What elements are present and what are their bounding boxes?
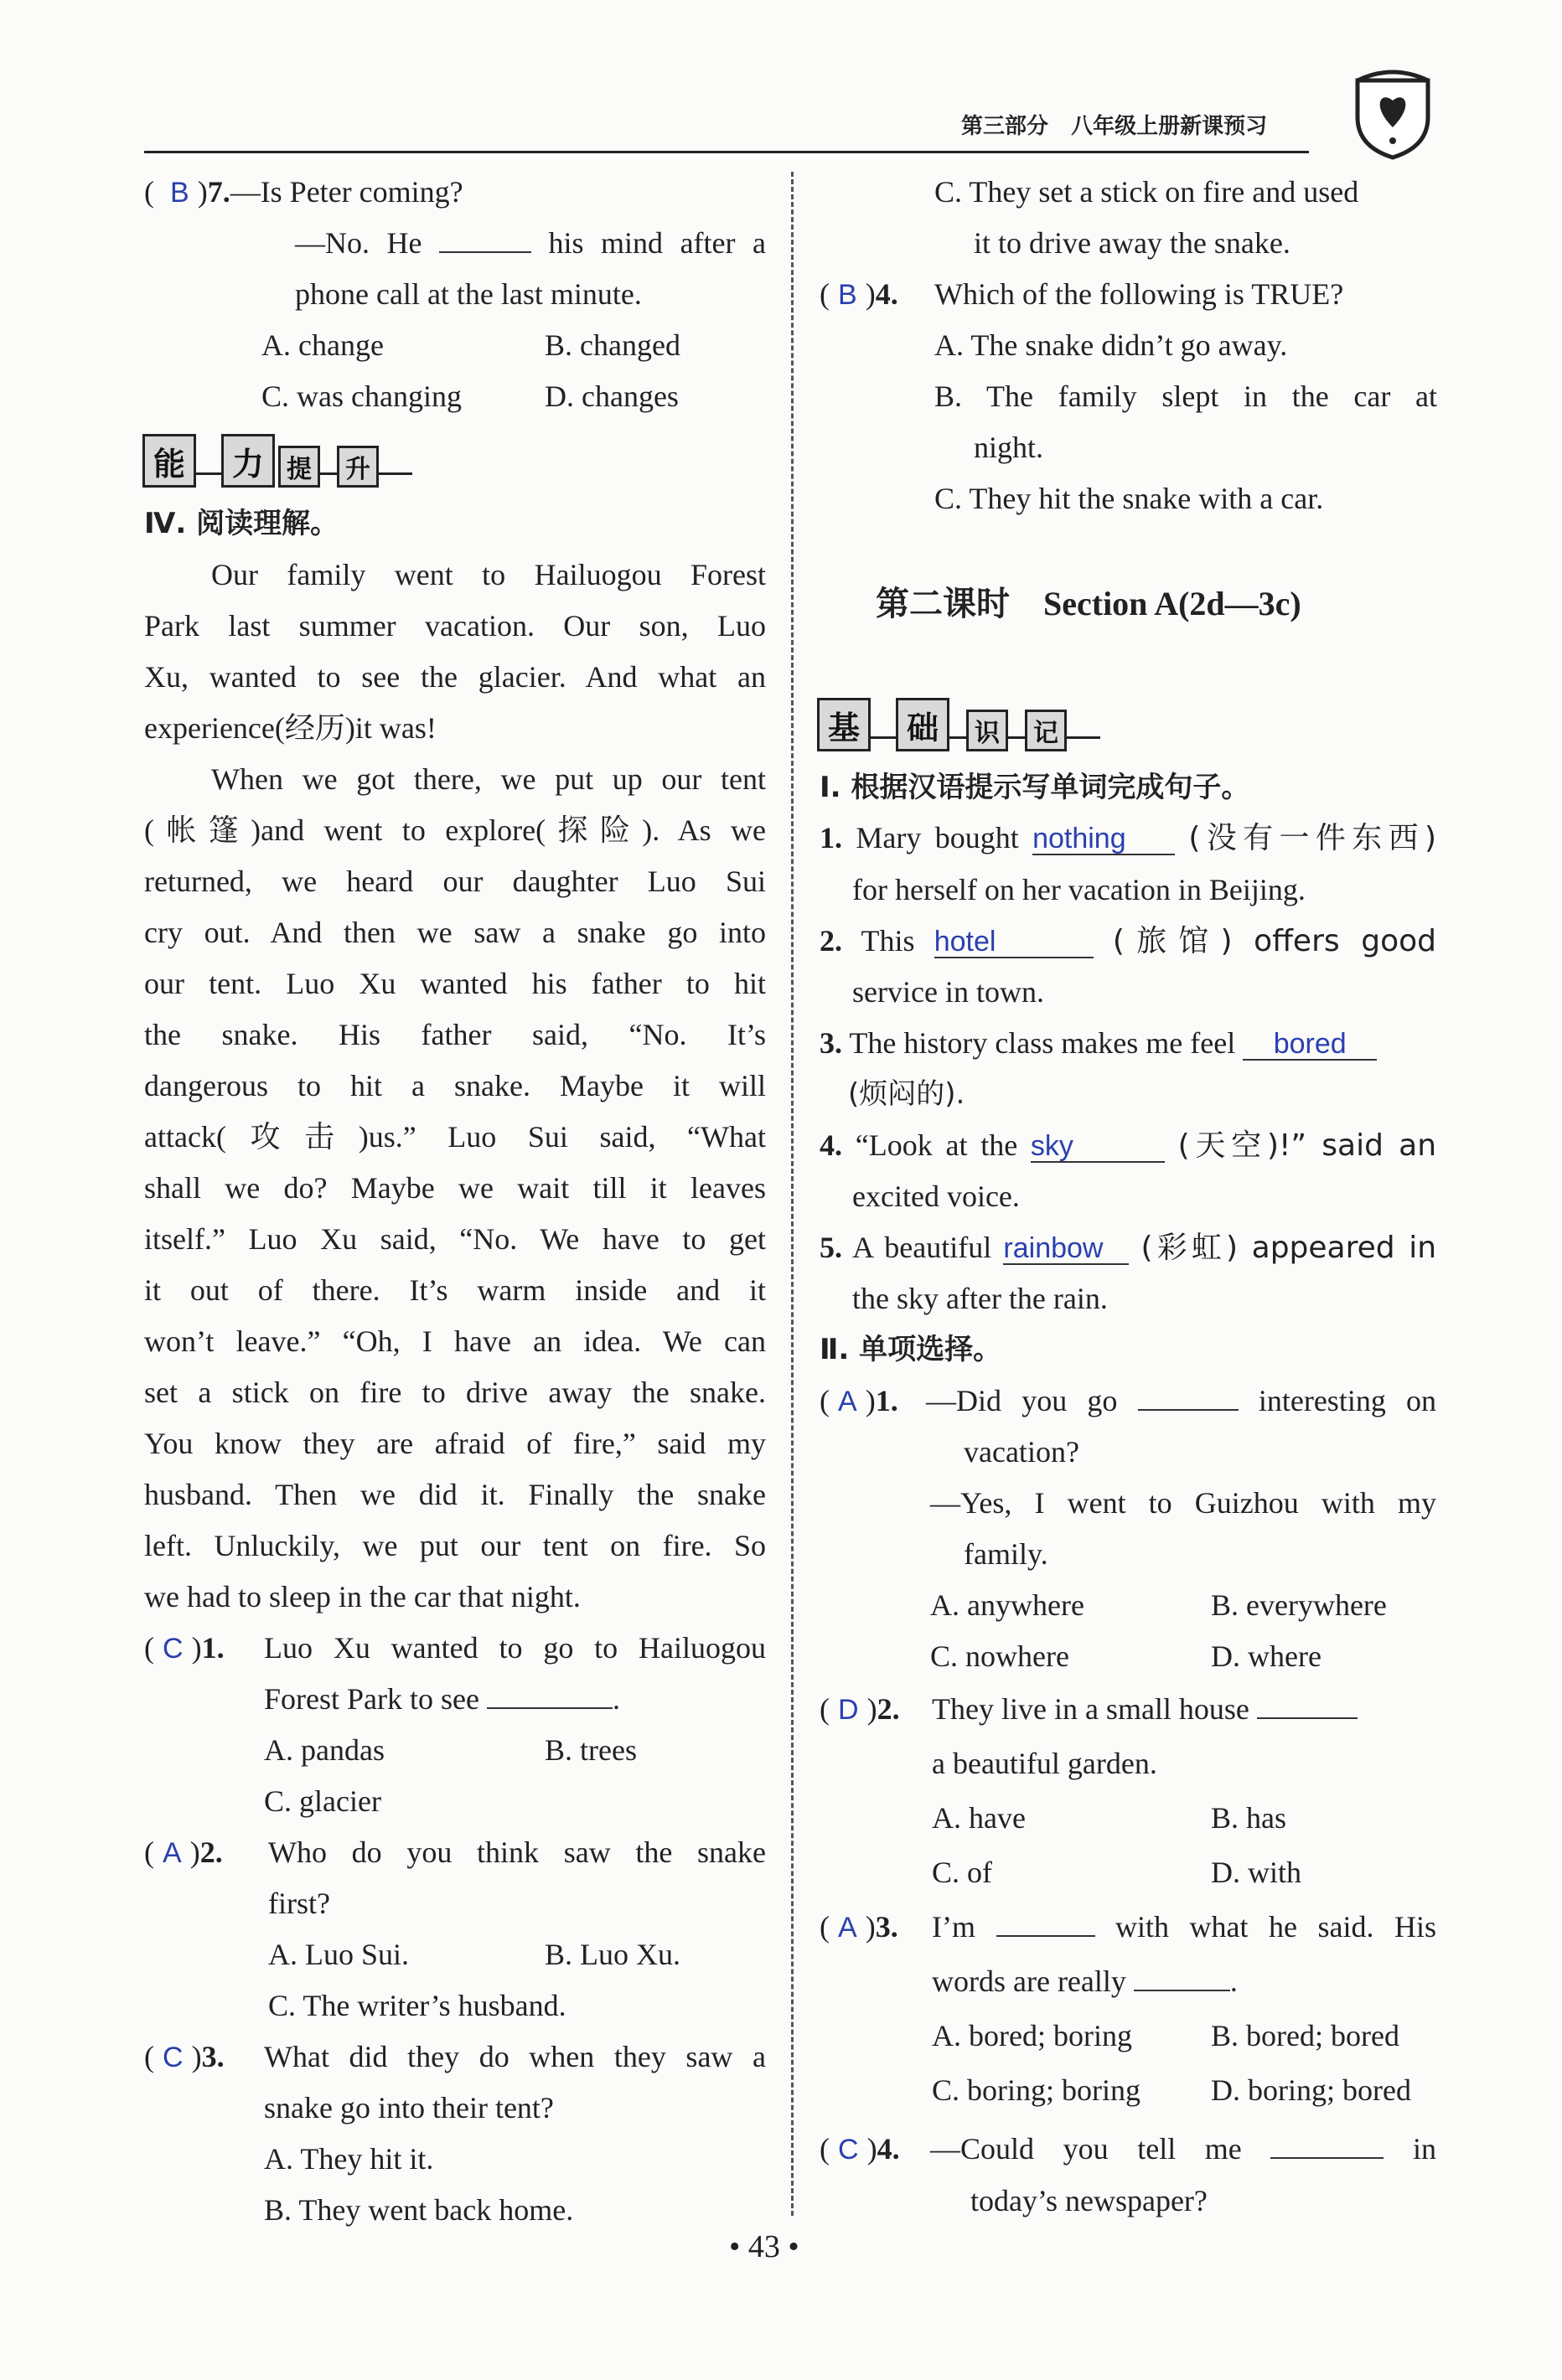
choice-q1-line3: —Yes, I went to Guizhou with my [930,1486,1436,1520]
fill-item-5-line2: the sky after the rain. [852,1282,1108,1315]
passage-line: returned, we heard our daughter Luo Sui [144,865,766,898]
reading-q4-option-b: B. The family slept in the car at [934,379,1437,413]
choice-q2: ( D )2. [820,1692,900,1726]
reading-q4-option-a: A. The snake didn’t go away. [934,328,1288,362]
section-heading-fill: Ⅰ. 根据汉语提示写单词完成句子。 [820,771,1250,804]
q7-option-b: B. changed [545,328,680,362]
reading-q1-option-c: C. glacier [264,1784,381,1818]
reading-q2-option-b: B. Luo Xu. [545,1938,680,1971]
header-book: 八年级上册新课预习 [1071,114,1268,139]
passage-line: the snake. His father said, “No. It’s [144,1018,766,1051]
passage-line: When we got there, we put up our tent [211,762,766,796]
passage-line: we had to sleep in the car that night. [144,1580,581,1613]
choice-q1-option-b: B. everywhere [1211,1588,1387,1622]
reading-q1-option-a: A. pandas [264,1733,385,1767]
reading-q4: ( B )4. [820,277,898,311]
answer-blank [1138,1382,1239,1411]
reading-q3-option-c: C. They set a stick on fire and used [934,175,1359,209]
fill-item-2-line2: service in town. [852,975,1044,1009]
school-emblem-icon [1351,67,1435,161]
passage-line: (帐篷)and went to explore(探险). As we [144,813,766,847]
answer-blank [1270,2130,1384,2159]
passage-line: You know they are afraid of fire,” said my [144,1427,766,1460]
passage-line: Our family went to Hailuogou Forest [211,558,766,591]
reading-q3: ( C )3. [144,2040,225,2073]
passage-line: itself.” Luo Xu said, “No. We have to get [144,1222,766,1256]
choice-q1-line4: family. [964,1537,1048,1571]
choice-q2-line1: They live in a small house [932,1691,1358,1727]
reading-q3-option-c-cont: it to drive away the snake. [974,226,1290,260]
choice-q3-option-a: A. bored; boring [932,2019,1132,2052]
section-heading-reading: Ⅳ. 阅读理解。 [144,507,339,540]
reading-q2-option-a: A. Luo Sui. [268,1938,410,1971]
lesson-title: 第二课时 Section A(2d—3c) [876,585,1301,622]
fill-item-1-line2: for herself on her vacation in Beijing. [852,873,1306,906]
reading-q4-option-c: C. They hit the snake with a car. [934,482,1324,515]
choice-q2-option-a: A. have [932,1801,1026,1835]
reading-q3-line1: What did they do when they saw a [264,2040,766,2073]
choice-q1-line2: vacation? [964,1435,1079,1469]
choice-q3-option-c: C. boring; boring [932,2073,1140,2107]
q7-line3: phone call at the last minute. [295,277,642,311]
answer-mark: C [838,2134,859,2166]
passage-line: Xu, wanted to see the glacier. And what an [144,660,766,694]
choice-q3-option-d: D. boring; bored [1211,2073,1411,2107]
passage-line: cry out. And then we saw a snake go into [144,916,766,949]
reading-q1: ( C )1. [144,1631,225,1665]
answer-mark: C [163,2042,184,2073]
reading-q2-line2: first? [268,1887,330,1920]
answer-blank [1257,1691,1358,1719]
choice-q3-line1: I’m with what he said. His [932,1910,1437,1944]
reading-q1-line1: Luo Xu wanted to go to Hailuogou [264,1631,766,1665]
reading-q1-line2: Forest Park to see . [264,1682,620,1716]
header-rule [144,151,1309,153]
passage-line: attack(攻击)us.” Luo Sui said, “What [144,1120,766,1154]
section-banner-basics: 基 础 识 记 [817,695,1100,754]
passage-line: set a stick on fire to drive away the snake. [144,1376,766,1409]
choice-q2-option-b: B. has [1211,1801,1286,1835]
choice-q4-line1: —Could you tell me in [930,2132,1437,2166]
section-heading-choice: Ⅱ. 单项选择。 [820,1333,1002,1366]
fill-item-1: 1. Mary bought nothing (没有一件东西) [820,821,1437,855]
answer-blank: bored [1243,1029,1377,1061]
choice-q1-option-c: C. nowhere [930,1639,1069,1673]
fill-item-4-line2: excited voice. [852,1180,1020,1213]
answer-blank: nothing [1032,823,1175,855]
passage-line: dangerous to hit a snake. Maybe it will [144,1069,766,1102]
fill-item-4: 4. “Look at the sky (天空)!” said an [820,1128,1437,1163]
choice-q1-option-d: D. where [1211,1639,1321,1673]
answer-blank: rainbow [1003,1233,1129,1265]
reading-q3-option-b: B. They went back home. [264,2193,574,2227]
header-title [961,109,1267,140]
choice-q1-line1: —Did you go interesting on [926,1384,1437,1417]
answer-blank [996,1908,1095,1937]
reading-q2-option-c: C. The writer’s husband. [268,1989,566,2022]
section-banner-ability: 能 力 提 升 [142,431,412,490]
choice-q4-line2: today’s newspaper? [970,2184,1208,2217]
answer-mark: A [163,1837,182,1869]
choice-q2-line2: a beautiful garden. [932,1747,1157,1780]
choice-q3-line2: words are really . [932,1964,1238,1998]
answer-blank [487,1680,613,1709]
passage-line: shall we do? Maybe we wait till it leaves [144,1171,766,1205]
passage-line: husband. Then we did it. Finally the snake [144,1478,766,1511]
column-divider [791,172,794,2216]
reading-q3-line2: snake go into their tent? [264,2091,554,2124]
q7-option-a: A. change [261,328,384,362]
reading-q3-option-a: A. They hit it. [264,2142,434,2176]
answer-mark: B [838,279,857,311]
reading-q2: ( A )2. [144,1835,223,1869]
fill-item-3: 3. The history class makes me feel bored [820,1025,1377,1061]
fill-item-3-line2: (烦闷的). [848,1077,965,1111]
page-header [144,101,1433,159]
fill-item-5: 5. A beautiful rainbow (彩虹) appeared in [820,1231,1437,1265]
q7-option-c: C. was changing [261,379,462,413]
answer-blank: sky [1031,1131,1165,1163]
choice-q4: ( C )4. [820,2132,900,2166]
choice-q2-option-d: D. with [1211,1856,1301,1889]
fill-item-2: 2. This hotel (旅馆) offers good [820,924,1437,958]
passage-line: won’t leave.” “Oh, I have an idea. We can [144,1324,766,1358]
reading-q2-line1: Who do you think saw the snake [268,1835,766,1869]
reading-q4-line1: Which of the following is TRUE? [934,277,1344,311]
choice-q2-option-c: C. of [932,1856,992,1889]
page-number: • 43 • [729,2229,799,2264]
answer-blank: hotel [934,927,1094,958]
answer-mark: D [838,1694,859,1726]
q7-option-d: D. changes [545,379,679,413]
answer-blank [1134,1963,1230,1991]
answer-mark: A [838,1386,857,1417]
passage-line: our tent. Luo Xu wanted his father to hit [144,967,766,1000]
passage-line: Park last summer vacation. Our son, Luo [144,609,766,643]
passage-line: left. Unluckily, we put our tent on fire. So [144,1529,766,1562]
answer-mark: B [170,177,189,209]
reading-q4-option-b-cont: night. [974,431,1044,464]
answer-mark: A [838,1912,857,1944]
reading-q1-option-b: B. trees [545,1733,637,1767]
q7-line2: —No. He his mind after a [295,226,766,260]
choice-q3-option-b: B. bored; bored [1211,2019,1399,2052]
answer-mark: C [163,1633,184,1665]
choice-q3: ( A )3. [820,1910,898,1944]
q7-stem-line: ( B )7.—Is Peter coming? [144,175,463,209]
header-section: 第三部分 [961,114,1049,139]
passage-line: experience(经历)it was! [144,711,437,745]
passage-line: it out of there. It’s warm inside and it [144,1273,766,1307]
choice-q1-option-a: A. anywhere [930,1588,1084,1622]
choice-q1: ( A )1. [820,1384,898,1417]
answer-blank [439,225,531,253]
